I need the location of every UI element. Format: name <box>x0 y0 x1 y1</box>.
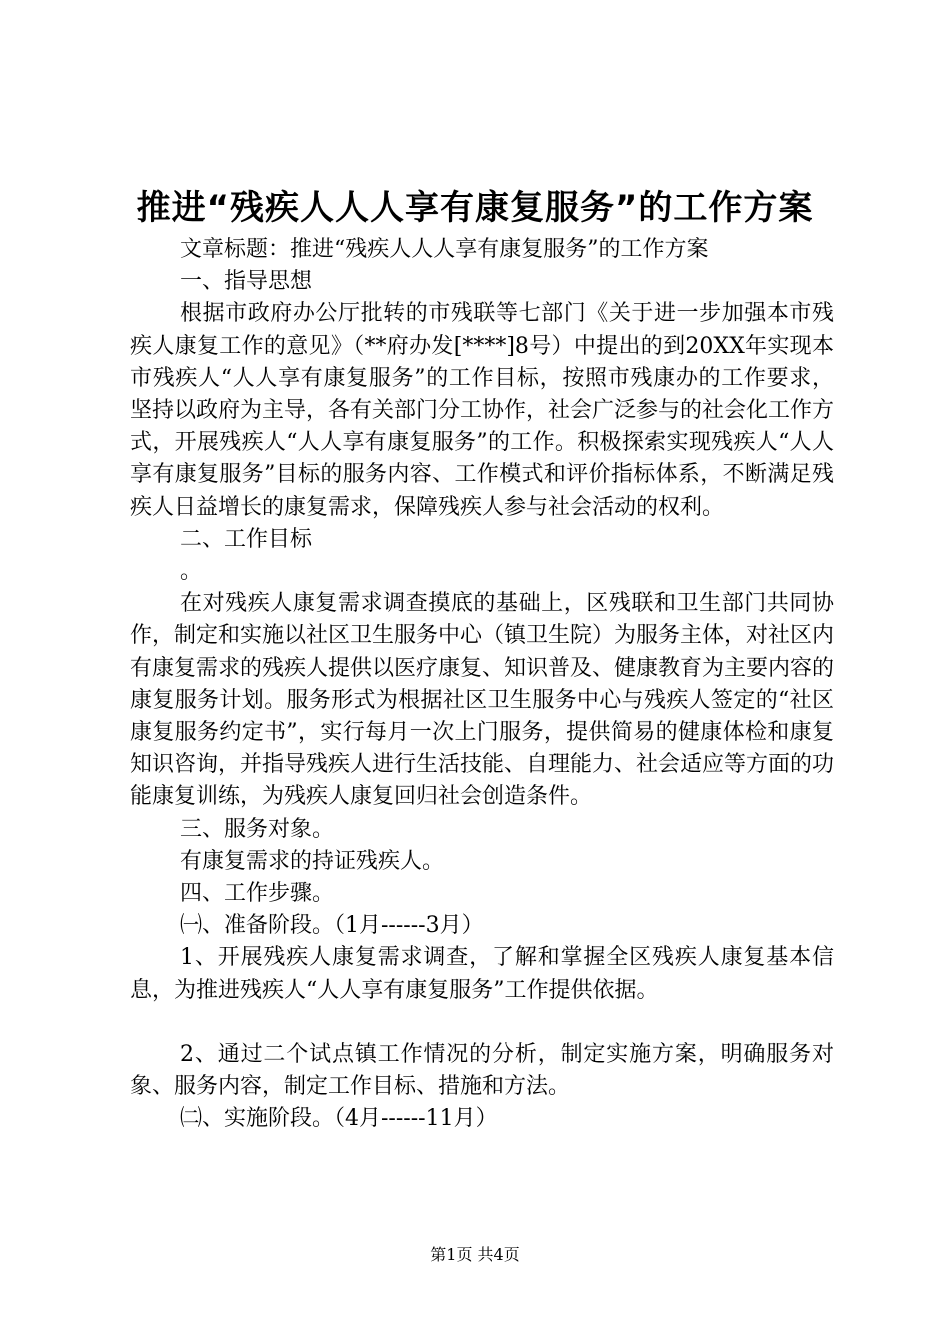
paragraph-service-target: 有康复需求的持证残疾人。 <box>180 848 445 874</box>
paragraph-guiding-thought: 根据市政府办公厅批转的市残联等七部门《关于进一步加强本市残疾人康复工作的意见》（**府办发[****]8号）中提出的到20XX年实现本市残疾人“人人享有康复服务”的工作目标，按照市残康办的工作要求，坚持以政府为主导，各有关部门分工协作，社会广泛参与的社会化工作方式，开展残疾人“人人享有康复服务”的工作。积极探索实现残疾人“人人享有康复服务”目标的服务内容、工作模式和评价指标体系，不断满足残疾人日益增长的康复需求，保障残疾人参与社会活动的权利。 <box>130 301 835 520</box>
section-heading-work-goal: 二、工作目标 <box>180 526 313 552</box>
paragraph-punctuation: 。 <box>180 559 203 585</box>
subheading-implementation-stage: ㈡、实施阶段。（4月------11月） <box>180 1106 498 1132</box>
paragraph-step-1: 1、开展残疾人康复需求调查，了解和掌握全区残疾人康复基本信息，为推进残疾人“人人享有康复服务”工作提供依据。 <box>130 945 834 1003</box>
document-body <box>130 234 834 1136</box>
paragraph-step-2: 2、通过二个试点镇工作情况的分析，制定实施方案，明确服务对象、服务内容，制定工作目标、措施和方法。 <box>130 1042 834 1100</box>
section-heading-work-steps: 四、工作步骤。 <box>180 881 335 907</box>
paragraph-work-goal: 在对残疾人康复需求调查摸底的基础上，区残联和卫生部门共同协作，制定和实施以社区卫生服务中心（镇卫生院）为服务主体，对社区内有康复需求的残疾人提供以医疗康复、知识普及、健康教育为主要内容的康复服务计划。服务形式为根据社区卫生服务中心与残疾人签定的“社区康复服务约定书”，实行每月一次上门服务，提供简易的健康体检和康复知识咨询，并指导残疾人进行生活技能、自理能力、社会适应等方面的功能康复训练，为残疾人康复回归社会创造条件。 <box>130 591 835 810</box>
document-title: 推进“残疾人人人享有康复服务”的工作方案 <box>136 188 814 228</box>
section-heading-service-target: 三、服务对象。 <box>180 816 335 842</box>
page-number-footer: 第1页 共4页 <box>430 1245 520 1264</box>
article-title-line: 文章标题：推进“残疾人人人享有康复服务”的工作方案 <box>180 237 709 262</box>
blank-line <box>130 1007 834 1039</box>
section-heading-guiding-thought: 一、指导思想 <box>180 269 313 295</box>
subheading-preparation-stage: ㈠、准备阶段。（1月------3月） <box>180 913 484 939</box>
